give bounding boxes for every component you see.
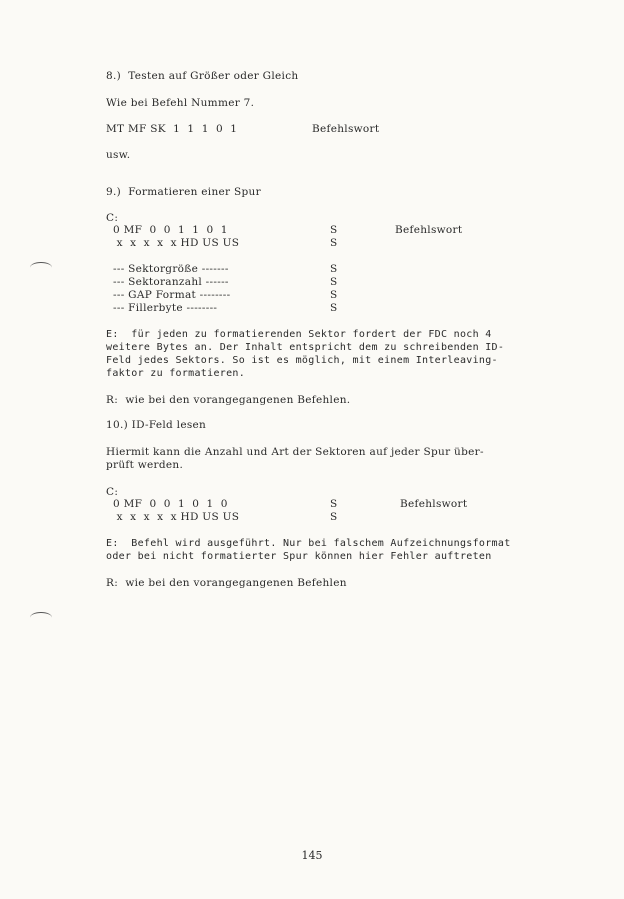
section-heading: 10.) ID-Feld lesen: [106, 419, 207, 431]
command-label: Befehlswort: [400, 498, 468, 510]
command-bits: x x x x x HD US US: [113, 511, 240, 523]
text-line: Feld jedes Sektors. So ist es möglich, mit einem Interleaving-: [106, 355, 498, 366]
section-heading: 9.) Formatieren einer Spur: [106, 186, 261, 198]
text-line: oder bei nicht formatierter Spur können hier Fehler auftreten: [106, 551, 492, 562]
punch-hole-mark: [30, 612, 52, 623]
text-line: Hiermit kann die Anzahl und Art der Sektoren auf jeder Spur über-: [106, 446, 484, 458]
s-marker: S: [330, 263, 338, 275]
s-marker: S: [330, 511, 338, 523]
command-bits: MT MF SK 1 1 1 0 1: [106, 123, 238, 135]
s-marker: S: [330, 498, 338, 510]
text-line: prüft werden.: [106, 459, 184, 471]
text-line: R: wie bei den vorangegangenen Befehlen.: [106, 394, 351, 406]
c-label: C:: [106, 212, 119, 224]
param-line: --- Sektoranzahl ------: [113, 276, 229, 288]
text-line: weitere Bytes an. Der Inhalt entspricht dem zu schreibenden ID-: [106, 342, 505, 353]
command-bits: x x x x x HD US US: [113, 237, 240, 249]
text-line: E: Befehl wird ausgeführt. Nur bei falschem Aufzeichnungsformat: [106, 538, 511, 549]
param-line: --- Sektorgröße -------: [113, 263, 229, 275]
text-line: Wie bei Befehl Nummer 7.: [106, 97, 255, 109]
s-marker: S: [330, 237, 338, 249]
s-marker: S: [330, 289, 338, 301]
param-line: --- Fillerbyte --------: [113, 302, 218, 314]
text-line: R: wie bei den vorangegangenen Befehlen: [106, 577, 347, 589]
text-line: usw.: [106, 149, 131, 161]
param-line: --- GAP Format --------: [113, 289, 231, 301]
page-number: 145: [301, 849, 323, 862]
s-marker: S: [330, 276, 338, 288]
section-heading: 8.) Testen auf Größer oder Gleich: [106, 70, 299, 82]
command-bits: 0 MF 0 0 1 0 1 0: [113, 498, 228, 510]
text-line: faktor zu formatieren.: [106, 368, 246, 379]
s-marker: S: [330, 224, 338, 236]
command-label: Befehlswort: [395, 224, 463, 236]
punch-hole-mark: [30, 262, 52, 273]
command-bits: 0 MF 0 0 1 1 0 1: [113, 224, 228, 236]
command-label: Befehlswort: [312, 123, 380, 135]
c-label: C:: [106, 486, 119, 498]
s-marker: S: [330, 302, 338, 314]
text-line: E: für jeden zu formatierenden Sektor fordert der FDC noch 4: [106, 329, 492, 340]
